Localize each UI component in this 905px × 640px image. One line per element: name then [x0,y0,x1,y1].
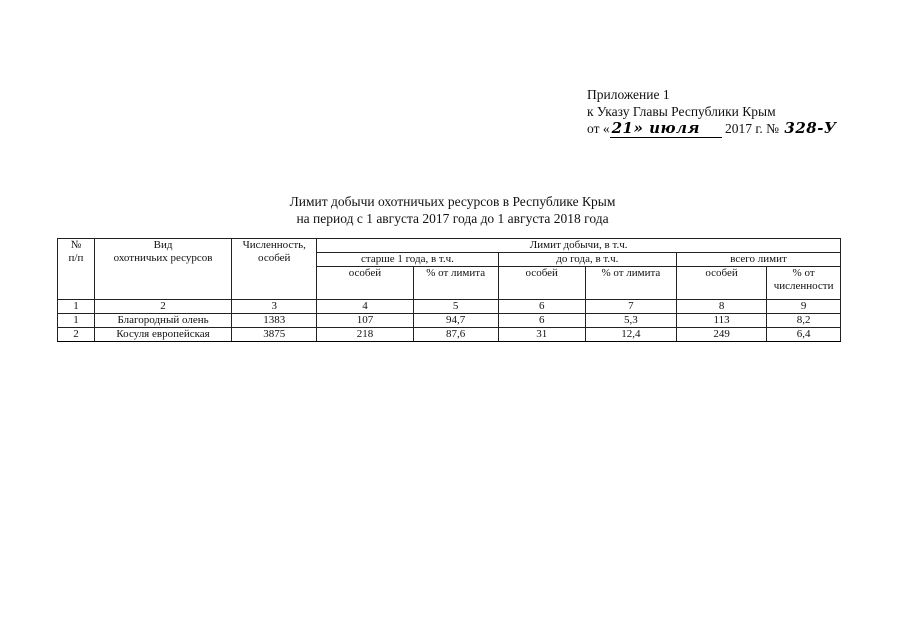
limit-table [57,238,841,342]
row-species: Косуля европейская [94,328,231,342]
row-population: 3875 [232,328,317,342]
date-prefix: от « [587,121,610,136]
col-number: 4 [317,300,413,314]
header-head-count-older: особей [317,267,413,300]
title-line-1: Лимит добычи охотничьих ресурсов в Республике Крым [289,194,616,209]
row-population: 1383 [232,314,317,328]
header-older: старше 1 года, в т.ч. [317,253,498,267]
row-total-count: 113 [676,314,766,328]
title-line-2: на период с 1 августа 2017 года до 1 августа 2018 года [296,211,609,226]
appendix-block [587,86,839,138]
header-pct-limit-younger: % от лимита [585,267,676,300]
col-number: 3 [232,300,317,314]
col-number: 8 [676,300,766,314]
row-younger-count: 6 [498,314,585,328]
col-number: 6 [498,300,585,314]
col-number: 5 [413,300,498,314]
document-title [0,193,905,227]
column-number-row [58,300,841,314]
row-younger-count: 31 [498,328,585,342]
row-older-pct: 94,7 [413,314,498,328]
col-number: 1 [58,300,95,314]
row-total-pct: 8,2 [767,314,841,328]
handwritten-date: 21» июля [610,120,722,138]
year-text: 2017 г. № [724,121,780,136]
header-pct-limit-older: % от лимита [413,267,498,300]
table-row [58,314,841,328]
header-head-count-total: особей [676,267,766,300]
row-num: 1 [58,314,95,328]
header-head-count-younger: особей [498,267,585,300]
appendix-title: Приложение 1 [587,87,670,102]
row-younger-pct: 5,3 [585,314,676,328]
row-older-pct: 87,6 [413,328,498,342]
col-number: 7 [585,300,676,314]
row-older-count: 218 [317,328,413,342]
row-species: Благородный олень [94,314,231,328]
row-older-count: 107 [317,314,413,328]
header-population: Численность, особей [232,239,317,300]
row-total-count: 249 [676,328,766,342]
header-pct-population: % от численности [767,267,841,300]
appendix-reference: к Указу Главы Республики Крым [587,104,776,119]
appendix-date-line [587,120,839,138]
header-total: всего лимит [676,253,840,267]
header-species: Вид охотничьих ресурсов [94,239,231,300]
header-younger: до года, в т.ч. [498,253,676,267]
handwritten-decree-number: 328-У [784,119,837,137]
header-num: № п/п [58,239,95,300]
col-number: 2 [94,300,231,314]
row-younger-pct: 12,4 [585,328,676,342]
row-num: 2 [58,328,95,342]
table-row [58,328,841,342]
header-limit: Лимит добычи, в т.ч. [317,239,841,253]
row-total-pct: 6,4 [767,328,841,342]
col-number: 9 [767,300,841,314]
